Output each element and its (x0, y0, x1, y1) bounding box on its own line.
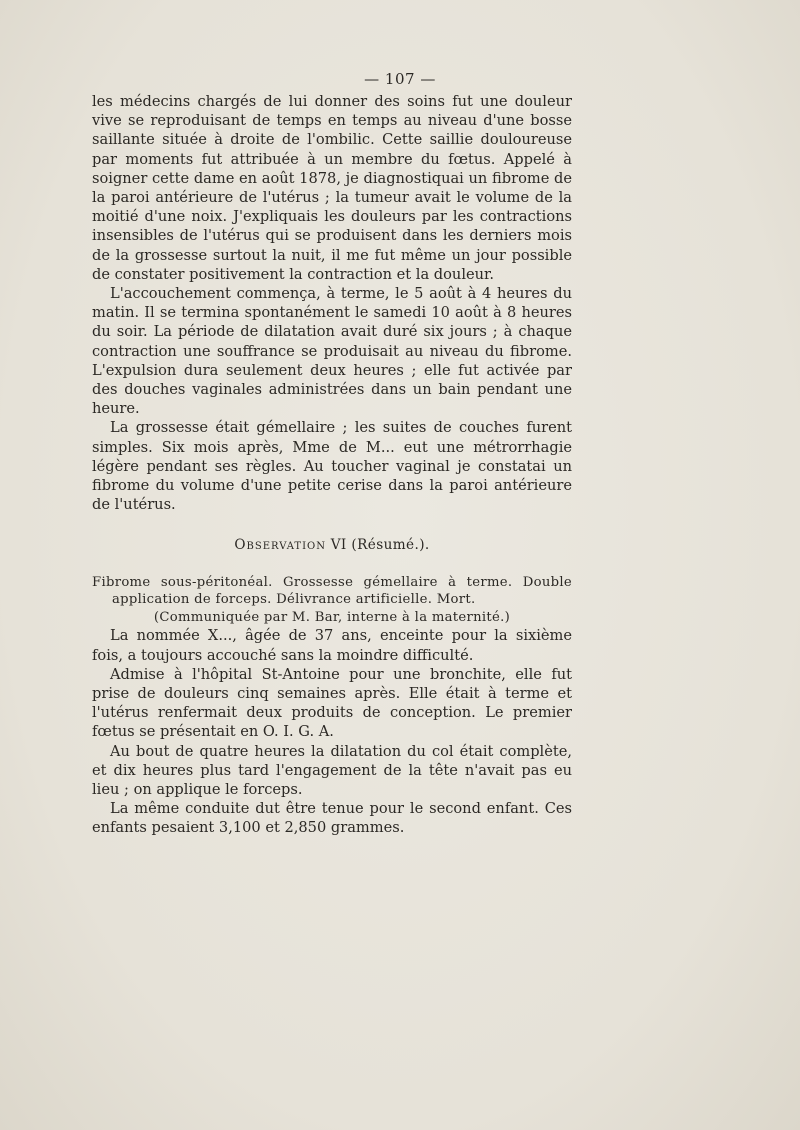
paragraph-5: Admise à l'hôpital St-Antoine pour une bronchite, elle fut prise de douleurs cinq semaines après. Elle était à terme et l'utérus renfermait deux produits de conception. Le premier fœtus se présentait en O. I. G. A. (92, 665, 572, 741)
paragraph-1: les médecins chargés de lui donner des soins fut une douleur vive se reproduisant de temps en temps au niveau d'une bosse saillante située à droite de l'ombilic. Cette saillie douloureuse par moments fut attribuée à un membre du fœtus. Appelé à soigner cette dame en août 1878, je diagnostiquai un fibrome de la paroi antérieure de l'utérus ; la tumeur avait le volume de la moitié d'une noix. J'expliquais les douleurs par les contractions insensibles de l'utérus qui se produisent dans les derniers mois de la grossesse surtout la nuit, il me fut même un jour possible de constater positivement la contraction et la douleur. (92, 93, 572, 283)
observation-label: Observation (234, 537, 326, 554)
observation-heading (92, 536, 572, 555)
page-number: — 107 — (364, 70, 436, 88)
observation-summary: Fibrome sous-péritonéal. Grossesse gémellaire à terme. Double application de forceps. Délivrance artificielle. Mort. (92, 574, 572, 608)
paragraph-7: La même conduite dut être tenue pour le second enfant. Ces enfants pesaient 3,100 et 2,850 grammes. (92, 800, 572, 837)
paragraph-3: La grossesse était gémellaire ; les suites de couches furent simples. Six mois après, Mme de M... eut une métrorrhagie légère pendant ses règles. Au toucher vaginal je constatai un fibrome du volume d'une petite cerise dans la paroi antérieure de l'utérus. (92, 419, 572, 514)
paragraph-4: La nommée X..., âgée de 37 ans, enceinte pour la sixième fois, a toujours accouché sans la moindre difficulté. (92, 627, 572, 664)
observation-credit: (Communiquée par M. Bar, interne à la maternité.) (153, 609, 511, 625)
paragraph-6: Au bout de quatre heures la dilatation du col était complète, et dix heures plus tard l'engagement de la tête n'avait pas eu lieu ; on applique le forceps. (92, 742, 572, 799)
paragraph-2: L'accouchement commença, à terme, le 5 août à 4 heures du matin. Il se termina spontanément le samedi 10 août à 8 heures du soir. La période de dilatation avait duré six jours ; à chaque contraction une souffrance se produisait au niveau du fibrome. L'expulsion dura seulement deux heures ; elle fut activée par des douches vaginales administrées dans un bain pendant une heure. (92, 285, 572, 418)
observation-number: VI (Résumé.). (330, 537, 430, 554)
page-body (92, 92, 572, 838)
